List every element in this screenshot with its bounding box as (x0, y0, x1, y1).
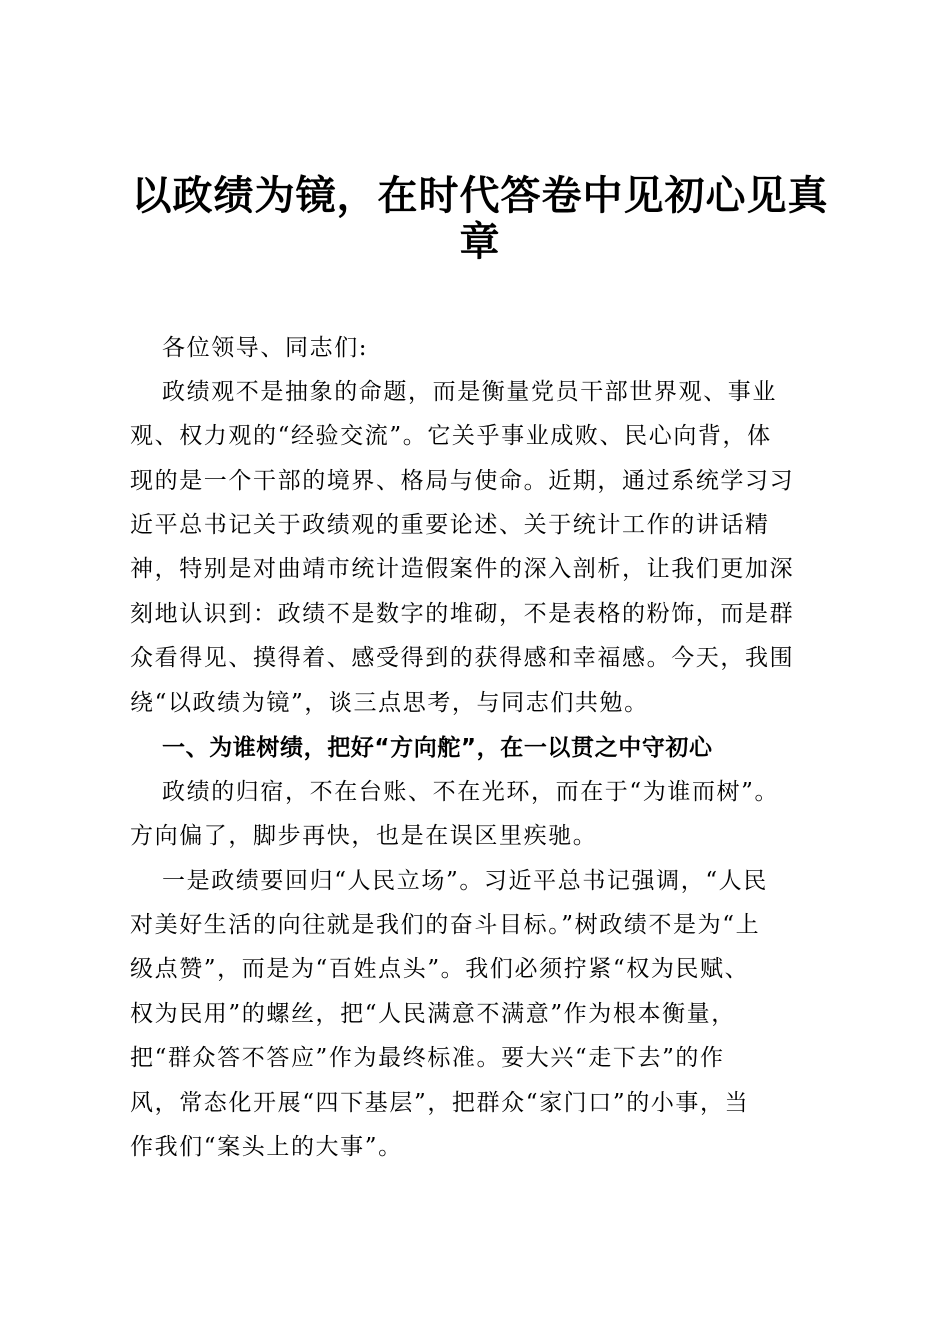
paragraph-line: 级点赞”，而是为“百姓点头”。我们必须拧紧“权为民赋、 (130, 956, 750, 982)
paragraph-line: 神，特别是对曲靖市统计造假案件的深入剖析，让我们更加深 (130, 556, 795, 582)
paragraph-line: 众看得见、摸得着、感受得到的获得感和幸福感。今天，我围 (130, 645, 795, 671)
paragraph-line: 作我们“案头上的大事”。 (130, 1134, 403, 1160)
title-line-2: 章 (459, 219, 501, 265)
paragraph-line: 一是政绩要回归“人民立场”。习近平总书记强调，“人民 (162, 868, 768, 894)
title-line-1: 以政绩为镜，在时代答卷中见初心见真 (131, 173, 829, 219)
paragraph-line: 刻地认识到：政绩不是数字的堆砌，不是表格的粉饰，而是群 (130, 601, 795, 627)
paragraph-line: 权为民用”的螺丝，把“人民满意不满意”作为根本衡量， (130, 1001, 736, 1027)
paragraph-line: 现的是一个干部的境界、格局与使命。近期，通过系统学习习 (130, 468, 795, 494)
paragraph-line: 近平总书记关于政绩观的重要论述、关于统计工作的讲话精 (130, 512, 770, 538)
paragraph-line: 政绩观不是抽象的命题，而是衡量党员干部世界观、事业 (162, 379, 777, 405)
paragraph-line: 把“群众答不答应”作为最终标准。要大兴“走下去”的作 (130, 1045, 725, 1071)
paragraph-line: 政绩的归宿，不在台账、不在光环，而在于“为谁而树”。 (162, 779, 780, 805)
section-heading: 一、为谁树绩，把好“方向舵”，在一以贯之中守初心 (162, 735, 713, 761)
paragraph-line: 观、权力观的“经验交流”。它关乎事业成败、民心向背，体 (130, 423, 772, 449)
paragraph-line: 风，常态化开展“四下基层”，把群众“家门口”的小事，当 (130, 1090, 750, 1116)
paragraph-line: 对美好生活的向往就是我们的奋斗目标。”树政绩不是为“上 (130, 912, 761, 938)
paragraph-line: 方向偏了，脚步再快，也是在误区里疾驰。 (130, 823, 598, 849)
paragraph-line: 绕“以政绩为镜”，谈三点思考，与同志们共勉。 (130, 690, 649, 716)
salutation: 各位领导、同志们: (162, 335, 369, 361)
